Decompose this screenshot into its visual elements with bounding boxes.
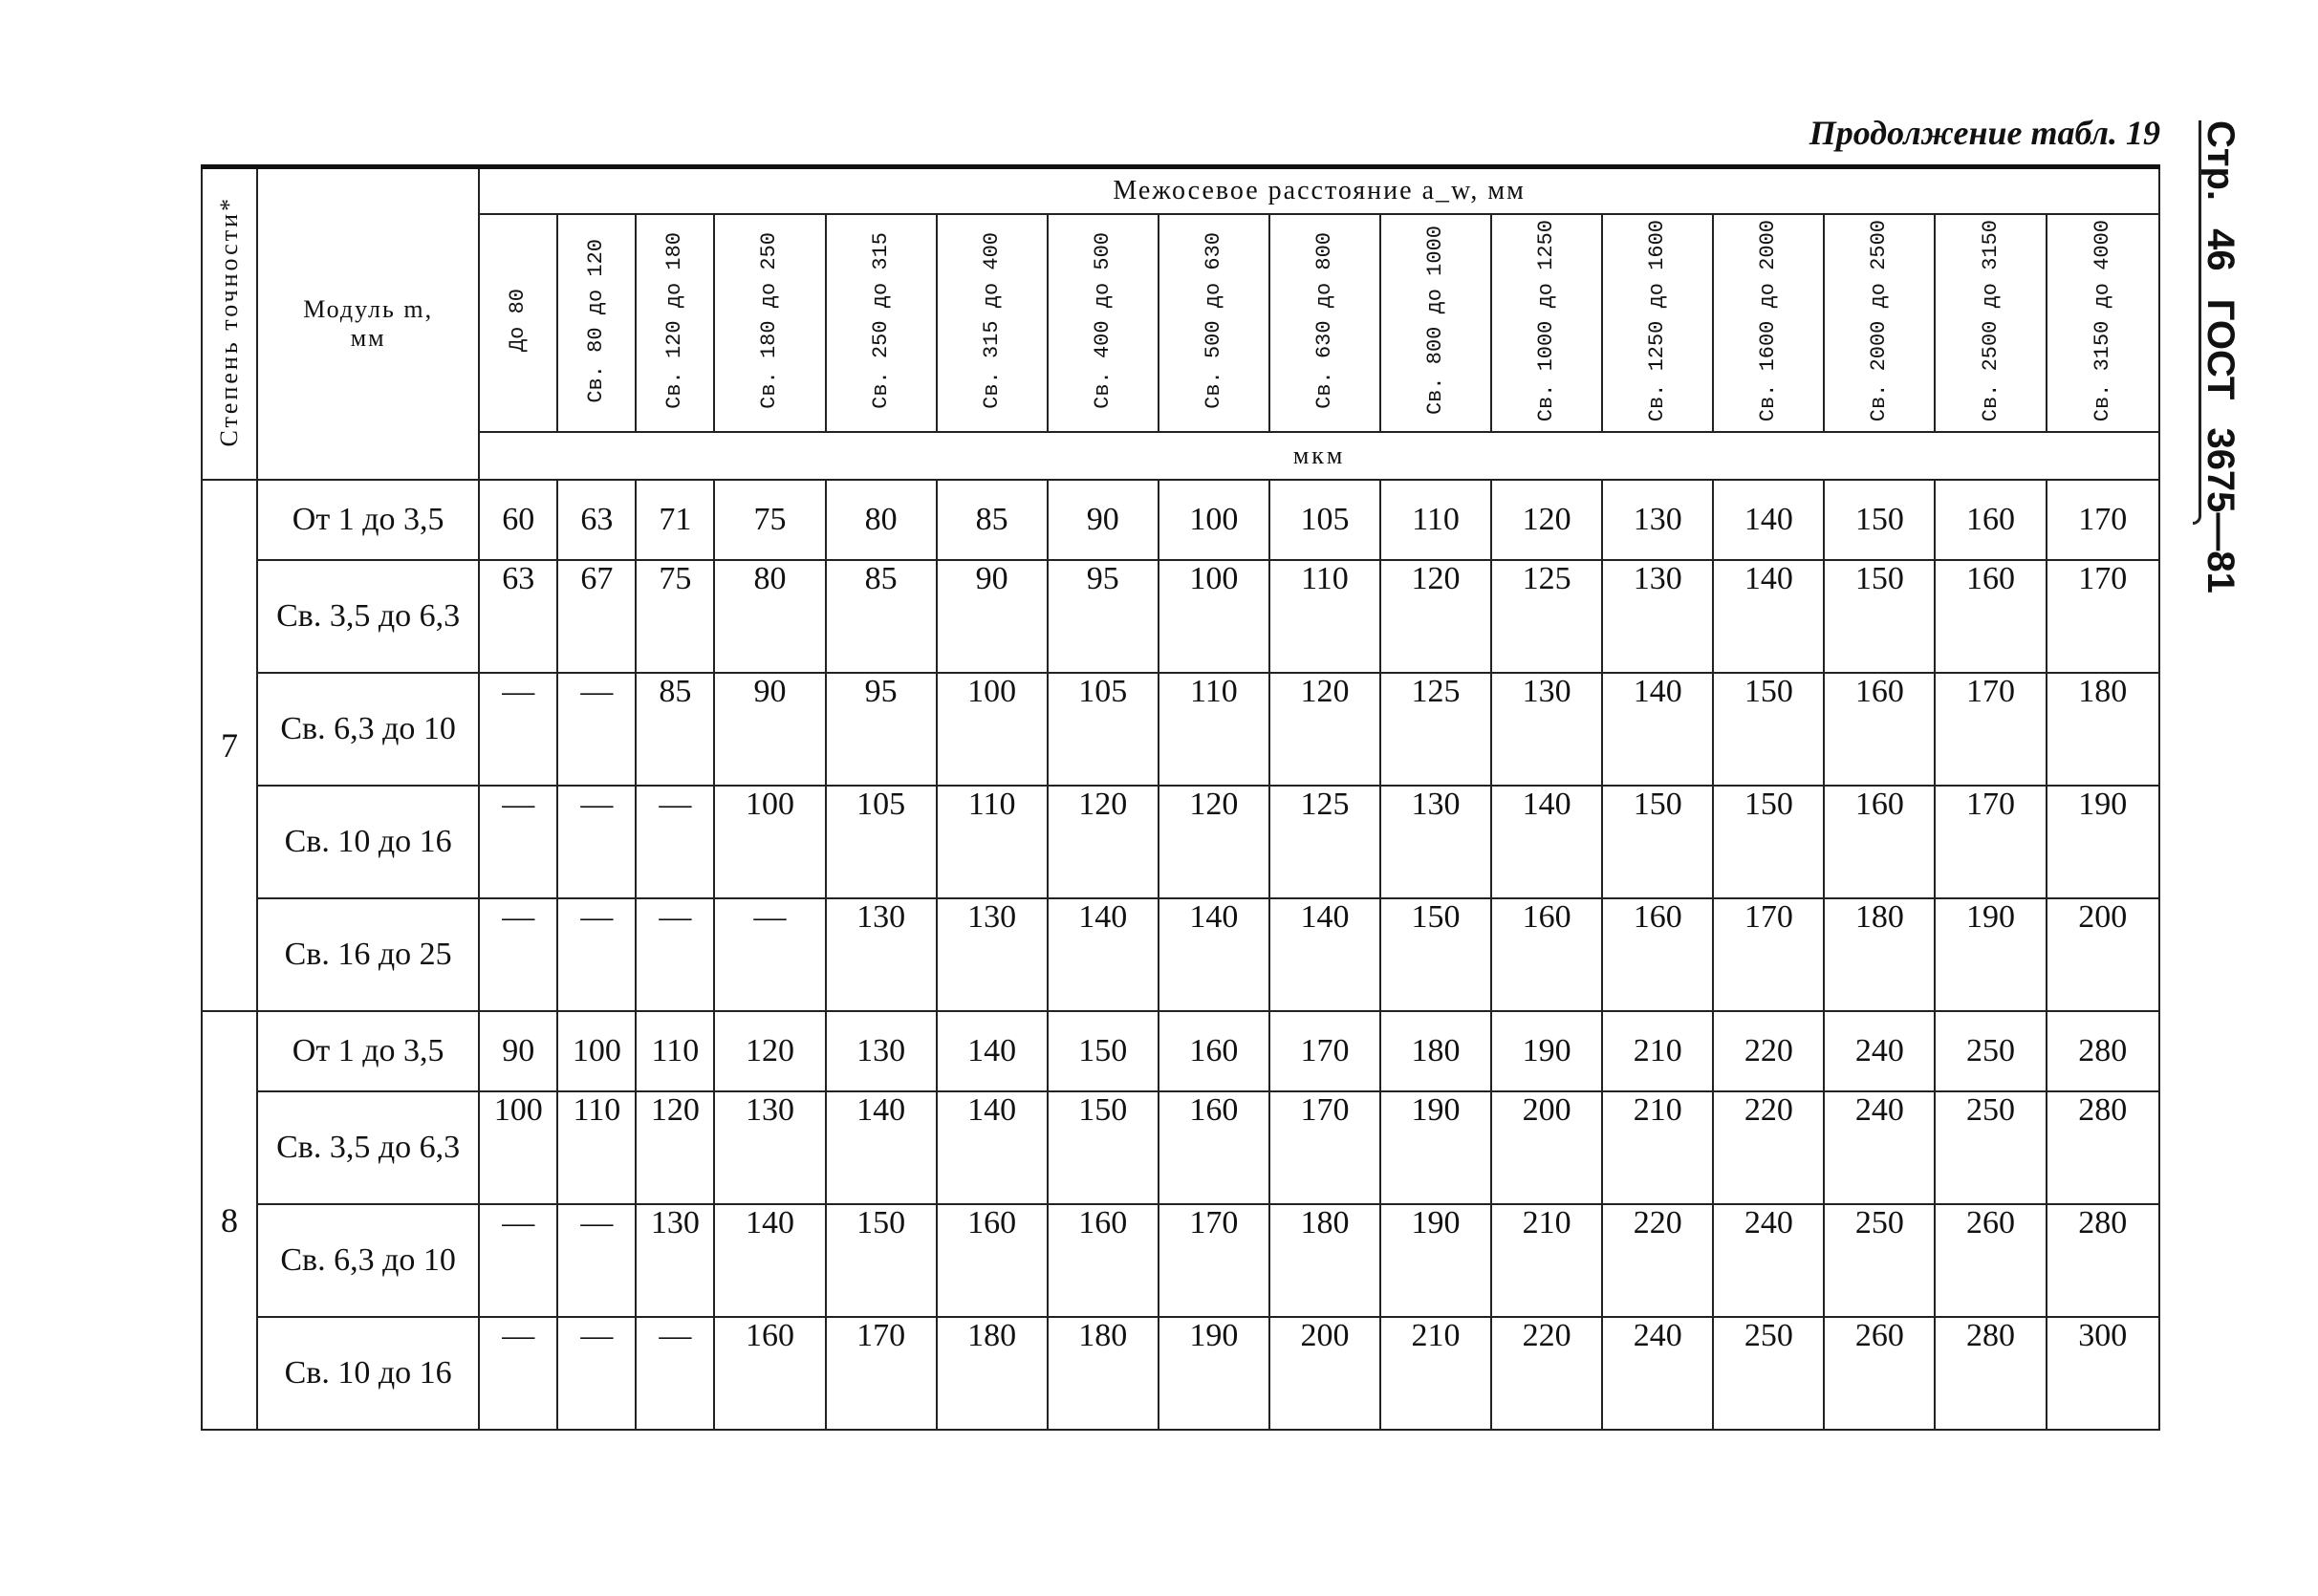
value-cell: 160 (1491, 898, 1602, 1011)
value-cell: 63 (557, 480, 636, 560)
value-cell: 160 (937, 1204, 1048, 1317)
value-cell: 190 (1491, 1011, 1602, 1091)
value-cell: 170 (826, 1317, 937, 1430)
range-column-label: Св. 400 до 500 (1090, 232, 1115, 409)
value-cell: 180 (937, 1317, 1048, 1430)
value-cell: 75 (714, 480, 825, 560)
range-column-label: Св. 500 до 630 (1201, 232, 1225, 409)
value-cell: 120 (1159, 786, 1269, 898)
value-cell: 100 (1159, 560, 1269, 673)
module-cell: Св. 16 до 25 (257, 898, 479, 1011)
table-row (202, 1204, 2159, 1317)
value-cell: 110 (1380, 480, 1491, 560)
value-cell: — (557, 1204, 636, 1317)
table-row (202, 1011, 2159, 1091)
value-cell: 120 (636, 1091, 714, 1204)
module-cell: Св. 6,3 до 10 (257, 1204, 479, 1317)
value-cell: 300 (2047, 1317, 2159, 1430)
value-cell: 160 (1935, 560, 2046, 673)
value-cell: 125 (1380, 673, 1491, 786)
value-cell: 110 (1269, 560, 1380, 673)
value-cell: 200 (1491, 1091, 1602, 1204)
range-column-label: Св. 2500 до 3150 (1978, 219, 2003, 422)
value-cell: 190 (1380, 1091, 1491, 1204)
degree-cell: 7 (202, 480, 257, 1011)
module-cell: От 1 до 3,5 (257, 1011, 479, 1091)
value-cell: 150 (1048, 1011, 1159, 1091)
value-cell: 160 (1159, 1011, 1269, 1091)
range-column-label: Св. 80 до 120 (584, 238, 609, 403)
module-cell: От 1 до 3,5 (257, 480, 479, 560)
module-cell: Св. 10 до 16 (257, 786, 479, 898)
value-cell: 125 (1269, 786, 1380, 898)
value-cell: 170 (1269, 1011, 1380, 1091)
value-cell: 110 (557, 1091, 636, 1204)
value-cell: 280 (2047, 1011, 2159, 1091)
value-cell: 260 (1935, 1204, 2046, 1317)
range-column-label: Св. 120 до 180 (662, 232, 687, 409)
range-column-header (1935, 214, 2046, 432)
range-column-header (1824, 214, 1935, 432)
range-column-label: До 80 (506, 289, 531, 353)
range-column-label: Св. 630 до 800 (1311, 232, 1336, 409)
range-column-header (2047, 214, 2159, 432)
value-cell: 140 (826, 1091, 937, 1204)
value-cell: 130 (1602, 560, 1713, 673)
value-cell: 120 (1491, 480, 1602, 560)
module-cell: Св. 10 до 16 (257, 1317, 479, 1430)
value-cell: 180 (1380, 1011, 1491, 1091)
module-cell: Св. 3,5 до 6,3 (257, 560, 479, 673)
table-row (202, 786, 2159, 898)
range-column-label: Св. 315 до 400 (979, 232, 1004, 409)
value-cell: 90 (714, 673, 825, 786)
range-column-label: Св. 180 до 250 (757, 232, 782, 409)
value-cell: 180 (2047, 673, 2159, 786)
value-cell: 240 (1824, 1091, 1935, 1204)
value-cell: 170 (1713, 898, 1824, 1011)
value-cell: 120 (1269, 673, 1380, 786)
value-cell: — (479, 898, 557, 1011)
value-cell: 150 (1824, 560, 1935, 673)
value-cell: 280 (1935, 1317, 2046, 1430)
value-cell: 150 (1048, 1091, 1159, 1204)
range-column-header (1048, 214, 1159, 432)
value-cell: 85 (826, 560, 937, 673)
value-cell: — (557, 786, 636, 898)
range-column-header (1713, 214, 1824, 432)
value-cell: — (714, 898, 825, 1011)
module-header-line1: Модуль m, (303, 295, 434, 323)
value-cell: 105 (1048, 673, 1159, 786)
module-cell: Св. 6,3 до 10 (257, 673, 479, 786)
value-cell: 240 (1824, 1011, 1935, 1091)
value-cell: 180 (1048, 1317, 1159, 1430)
value-cell: 190 (2047, 786, 2159, 898)
value-cell: 140 (1269, 898, 1380, 1011)
value-cell: 130 (826, 1011, 937, 1091)
value-cell: 85 (937, 480, 1048, 560)
value-cell: 190 (1159, 1317, 1269, 1430)
range-column-header (636, 214, 714, 432)
value-cell: 130 (1491, 673, 1602, 786)
value-cell: 160 (1824, 673, 1935, 786)
value-cell: 210 (1380, 1317, 1491, 1430)
value-cell: 85 (636, 673, 714, 786)
value-cell: 120 (714, 1011, 825, 1091)
value-cell: — (479, 1317, 557, 1430)
value-cell: 140 (1491, 786, 1602, 898)
value-cell: 150 (1380, 898, 1491, 1011)
degree-header: Степень точности* (202, 167, 257, 481)
table-row (202, 560, 2159, 673)
value-cell: 140 (1713, 560, 1824, 673)
value-cell: 250 (1824, 1204, 1935, 1317)
value-cell: 150 (1713, 673, 1824, 786)
value-cell: 250 (1935, 1091, 2046, 1204)
side-brace (2193, 120, 2201, 525)
value-cell: 130 (826, 898, 937, 1011)
value-cell: 220 (1602, 1204, 1713, 1317)
value-cell: 140 (1048, 898, 1159, 1011)
value-cell: 170 (1159, 1204, 1269, 1317)
value-cell: 130 (937, 898, 1048, 1011)
value-cell: 105 (826, 786, 937, 898)
value-cell: 100 (557, 1011, 636, 1091)
value-cell: 140 (937, 1011, 1048, 1091)
value-cell: 220 (1491, 1317, 1602, 1430)
range-column-label: Св. 1000 до 1250 (1534, 219, 1559, 422)
value-cell: — (557, 1317, 636, 1430)
value-cell: 100 (714, 786, 825, 898)
value-cell: 100 (479, 1091, 557, 1204)
range-column-label: Св. 1250 до 1600 (1645, 219, 1670, 422)
value-cell: 150 (1713, 786, 1824, 898)
range-header-row (202, 214, 2159, 432)
range-column-header (1602, 214, 1713, 432)
table-header (202, 167, 2159, 481)
table-caption: Продолжение табл. 19 (1809, 114, 2160, 152)
range-column-header (479, 214, 557, 432)
value-cell: 150 (1824, 480, 1935, 560)
module-header (257, 167, 479, 481)
value-cell: 95 (1048, 560, 1159, 673)
value-cell: 160 (714, 1317, 825, 1430)
table-row (202, 1091, 2159, 1204)
range-column-label: Св. 1600 до 2000 (1756, 219, 1781, 422)
value-cell: — (479, 1204, 557, 1317)
value-cell: 150 (826, 1204, 937, 1317)
value-cell: 75 (636, 560, 714, 673)
value-cell: 90 (937, 560, 1048, 673)
value-cell: 140 (1159, 898, 1269, 1011)
range-column-header (1380, 214, 1491, 432)
value-cell: 80 (714, 560, 825, 673)
value-cell: — (636, 1317, 714, 1430)
table-row (202, 898, 2159, 1011)
value-cell: 170 (2047, 560, 2159, 673)
value-cell: 170 (1269, 1091, 1380, 1204)
unit-header: мкм (479, 432, 2159, 480)
value-cell: 220 (1713, 1011, 1824, 1091)
value-cell: 90 (479, 1011, 557, 1091)
page-side-label: Стр. 46 ГОСТ 3675—81 (2199, 120, 2242, 593)
module-header-line2: мм (350, 324, 386, 352)
value-cell: 100 (937, 673, 1048, 786)
value-cell: 120 (1048, 786, 1159, 898)
value-cell: 110 (636, 1011, 714, 1091)
value-cell: 140 (1602, 673, 1713, 786)
distance-header: Межосевое расстояние a_w, мм (479, 167, 2159, 215)
value-cell: 160 (1602, 898, 1713, 1011)
value-cell: 140 (1713, 480, 1824, 560)
value-cell: 170 (1935, 673, 2046, 786)
range-column-header (557, 214, 636, 432)
value-cell: 210 (1602, 1011, 1713, 1091)
value-cell: 67 (557, 560, 636, 673)
value-cell: 130 (1602, 480, 1713, 560)
value-cell: 180 (1269, 1204, 1380, 1317)
value-cell: 280 (2047, 1091, 2159, 1204)
module-cell: Св. 3,5 до 6,3 (257, 1091, 479, 1204)
value-cell: 105 (1269, 480, 1380, 560)
value-cell: — (557, 898, 636, 1011)
value-cell: 140 (714, 1204, 825, 1317)
table-row (202, 480, 2159, 560)
value-cell: 250 (1713, 1317, 1824, 1430)
range-column-header (1159, 214, 1269, 432)
value-cell: 90 (1048, 480, 1159, 560)
value-cell: 210 (1602, 1091, 1713, 1204)
value-cell: — (636, 786, 714, 898)
value-cell: 110 (1159, 673, 1269, 786)
value-cell: 250 (1935, 1011, 2046, 1091)
value-cell: 190 (1380, 1204, 1491, 1317)
range-column-header (1491, 214, 1602, 432)
table-row (202, 673, 2159, 786)
table-body (202, 480, 2159, 1430)
value-cell: 220 (1713, 1091, 1824, 1204)
value-cell: 240 (1713, 1204, 1824, 1317)
value-cell: 240 (1602, 1317, 1713, 1430)
degree-cell: 8 (202, 1011, 257, 1430)
value-cell: 260 (1824, 1317, 1935, 1430)
value-cell: — (479, 786, 557, 898)
value-cell: 160 (1048, 1204, 1159, 1317)
range-column-header (1269, 214, 1380, 432)
value-cell: 190 (1935, 898, 2046, 1011)
range-column-header (826, 214, 937, 432)
value-cell: 200 (2047, 898, 2159, 1011)
value-cell: 200 (1269, 1317, 1380, 1430)
range-column-label: Св. 3150 до 4000 (2090, 219, 2114, 422)
value-cell: 100 (1159, 480, 1269, 560)
range-column-header (937, 214, 1048, 432)
value-cell: 210 (1491, 1204, 1602, 1317)
range-column-header (714, 214, 825, 432)
value-cell: 160 (1159, 1091, 1269, 1204)
value-cell: 71 (636, 480, 714, 560)
value-cell: 160 (1824, 786, 1935, 898)
value-cell: 150 (1602, 786, 1713, 898)
value-cell: 60 (479, 480, 557, 560)
value-cell: — (557, 673, 636, 786)
value-cell: 140 (937, 1091, 1048, 1204)
value-cell: 130 (1380, 786, 1491, 898)
value-cell: 80 (826, 480, 937, 560)
value-cell: 110 (937, 786, 1048, 898)
value-cell: 120 (1380, 560, 1491, 673)
value-cell: 170 (2047, 480, 2159, 560)
tolerance-table (201, 164, 2160, 1431)
value-cell: 180 (1824, 898, 1935, 1011)
range-column-label: Св. 250 до 315 (868, 232, 893, 409)
value-cell: 130 (714, 1091, 825, 1204)
value-cell: 63 (479, 560, 557, 673)
value-cell: 280 (2047, 1204, 2159, 1317)
range-column-label: Св. 2000 до 2500 (1867, 219, 1892, 422)
table-row (202, 1317, 2159, 1430)
value-cell: 160 (1935, 480, 2046, 560)
value-cell: 170 (1935, 786, 2046, 898)
range-column-label: Св. 800 до 1000 (1423, 226, 1448, 416)
value-cell: 130 (636, 1204, 714, 1317)
value-cell: 125 (1491, 560, 1602, 673)
value-cell: 95 (826, 673, 937, 786)
value-cell: — (479, 673, 557, 786)
value-cell: — (636, 898, 714, 1011)
